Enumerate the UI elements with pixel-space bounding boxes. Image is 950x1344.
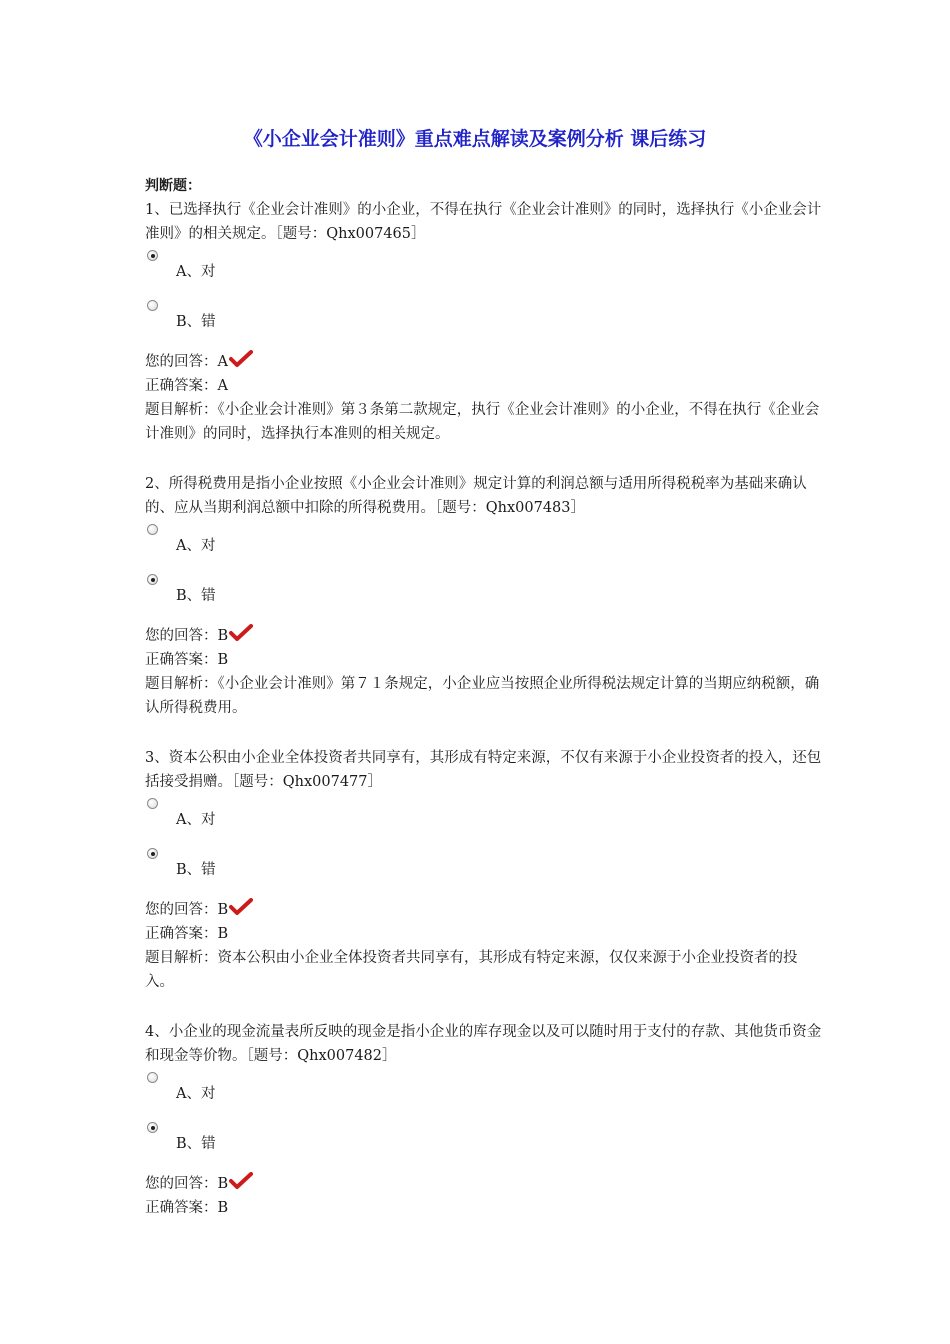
option-a[interactable]	[145, 250, 825, 300]
radio-icon[interactable]	[147, 798, 158, 809]
question-text: 3、资本公积由小企业全体投资者共同享有，其形成有特定来源，不仅有来源于小企业投资者的投入，还包括接受捐赠。［题号：Qhx007477］	[145, 750, 822, 790]
analysis-text: 《小企业会计准则》第３条第二款规定，执行《企业会计准则》的小企业，不得在执行《企业会计准则》的同时，选择执行本准则的相关规定。	[145, 402, 820, 442]
correct-answer-value: B	[217, 926, 229, 942]
check-icon	[229, 624, 253, 642]
radio-icon[interactable]	[147, 524, 158, 535]
option-label: B、错	[176, 314, 216, 330]
option-a[interactable]	[145, 798, 825, 848]
radio-icon[interactable]	[147, 250, 158, 261]
radio-icon[interactable]	[147, 574, 158, 585]
analysis-line: 题目解析：《小企业会计准则》第３条第二款规定，执行《企业会计准则》的小企业，不得在执行《企业会计准则》的同时，选择执行本准则的相关规定。	[145, 402, 820, 442]
analysis-text: 《小企业会计准则》第７１条规定，小企业应当按照企业所得税法规定计算的当期应纳税额，确认所得税费用。	[145, 676, 820, 716]
analysis-line: 题目解析：《小企业会计准则》第７１条规定，小企业应当按照企业所得税法规定计算的当期应纳税额，确认所得税费用。	[145, 676, 820, 716]
option-label: B、错	[176, 862, 216, 878]
option-label: A、对	[176, 264, 216, 280]
option-b[interactable]	[145, 1122, 825, 1172]
option-label: A、对	[176, 538, 216, 554]
option-b[interactable]	[145, 848, 825, 898]
option-label: B、错	[176, 588, 216, 604]
check-icon	[229, 1172, 253, 1190]
correct-answer-line: 正确答案：B	[145, 926, 229, 942]
option-label: B、错	[176, 1136, 216, 1152]
radio-icon[interactable]	[147, 1122, 158, 1133]
question-text: 2、所得税费用是指小企业按照《小企业会计准则》规定计算的利润总额与适用所得税税率为基础来确认的、应从当期利润总额中扣除的所得税费用。［题号：Qhx007483］	[145, 476, 807, 516]
option-label: A、对	[176, 1086, 216, 1102]
correct-answer-line: 正确答案：B	[145, 652, 229, 668]
correct-answer-value: B	[217, 1200, 229, 1216]
radio-icon[interactable]	[147, 848, 158, 859]
question-1	[145, 198, 825, 446]
option-b[interactable]	[145, 300, 825, 350]
question-4	[145, 1020, 825, 1220]
your-answer-value: B	[217, 628, 229, 644]
correct-answer-line: 正确答案：B	[145, 1200, 229, 1216]
your-answer-line: 您的回答：A	[145, 350, 825, 374]
radio-icon[interactable]	[147, 1072, 158, 1083]
your-answer-line: 您的回答：B	[145, 624, 825, 648]
section-heading: 判断题：	[145, 178, 201, 194]
option-a[interactable]	[145, 1072, 825, 1122]
option-b[interactable]	[145, 574, 825, 624]
analysis-text: 资本公积由小企业全体投资者共同享有，其形成有特定来源，仅仅来源于小企业投资者的投入。	[145, 950, 798, 990]
your-answer-value: B	[217, 1176, 229, 1192]
question-2	[145, 472, 825, 720]
your-answer-line: 您的回答：B	[145, 1172, 825, 1196]
correct-answer-value: A	[217, 378, 228, 394]
page-title: 《小企业会计准则》重点难点解读及案例分析 课后练习	[243, 128, 707, 150]
correct-answer-value: B	[217, 652, 229, 668]
your-answer-line: 您的回答：B	[145, 898, 825, 922]
question-3	[145, 746, 825, 994]
question-text: 4、小企业的现金流量表所反映的现金是指小企业的库存现金以及可以随时用于支付的存款、其他货币资金和现金等价物。［题号：Qhx007482］	[145, 1024, 822, 1064]
your-answer-value: B	[217, 902, 229, 918]
check-icon	[229, 898, 253, 916]
option-a[interactable]	[145, 524, 825, 574]
question-text: 1、已选择执行《企业会计准则》的小企业，不得在执行《企业会计准则》的同时，选择执行《小企业会计准则》的相关规定。［题号：Qhx007465］	[145, 202, 822, 242]
correct-answer-line: 正确答案：A	[145, 378, 228, 394]
radio-icon[interactable]	[147, 300, 158, 311]
your-answer-value: A	[217, 354, 228, 370]
check-icon	[229, 350, 253, 368]
analysis-line: 题目解析：资本公积由小企业全体投资者共同享有，其形成有特定来源，仅仅来源于小企业投资者的投入。	[145, 950, 798, 990]
option-label: A、对	[176, 812, 216, 828]
